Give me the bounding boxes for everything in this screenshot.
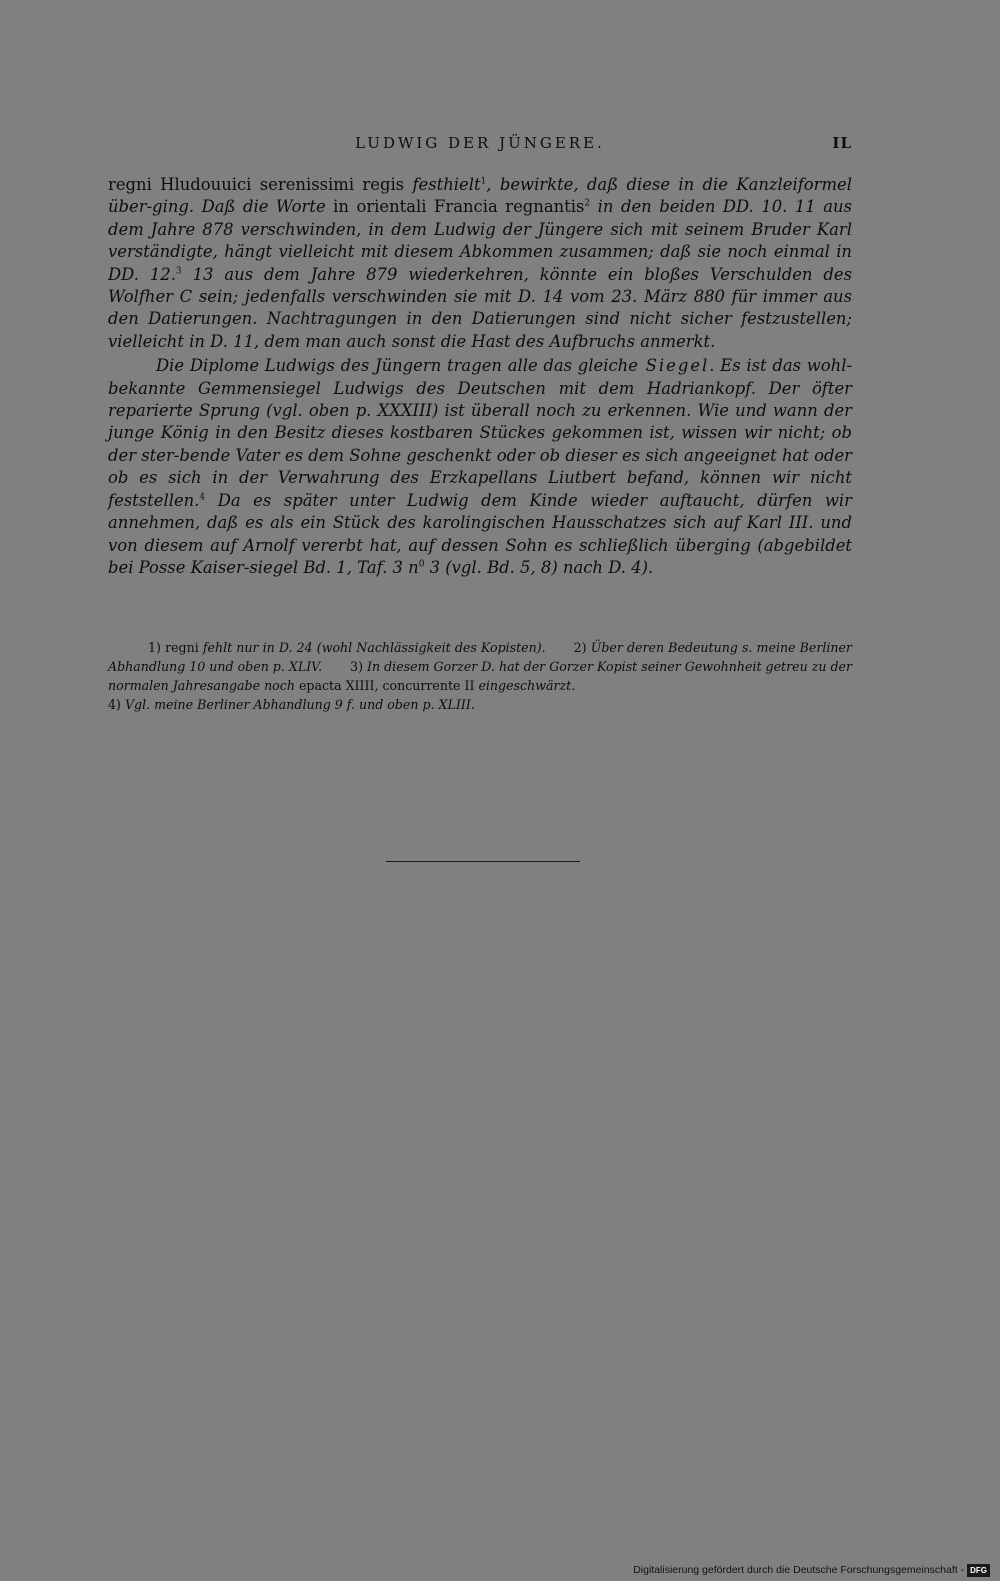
funding-credit — [633, 1562, 990, 1578]
spaced-term: Siegel — [637, 356, 710, 376]
paragraph-2 — [108, 355, 852, 579]
paragraph-1 — [108, 174, 852, 353]
latin-quote: regni — [165, 640, 199, 655]
latin-quote: in orientali Francia regnantis — [325, 197, 585, 217]
text-span: Die Diplome Ludwigs des Jüngern tragen alle das gleiche — [156, 356, 638, 376]
body-text — [108, 174, 852, 579]
footnote-number: 4) — [108, 697, 121, 712]
footnote-block — [108, 638, 852, 695]
footnote-number: 2) — [573, 640, 587, 655]
latin-quote: epacta XIIII, concurrente II — [294, 678, 475, 693]
dfg-logo: DFG — [967, 1564, 990, 1577]
footnote-ref[interactable]: 4 — [199, 492, 206, 503]
credit-text: Digitalisierung gefördert durch die Deutsche Forschungsgemeinschaft - — [633, 1564, 965, 1576]
latin-quote: regni Hludouuici serenissimi regis — [108, 175, 405, 194]
footnote-text: fehlt nur in D. 24 (wohl Nachlässigkeit des Kopisten). — [198, 640, 546, 655]
superscript: 0 — [418, 559, 425, 570]
footnote-number: 1) — [148, 640, 161, 655]
text-span: festhielt — [404, 175, 481, 194]
footnote-text: Vgl. meine Berliner Abhandlung 9 f. und oben p. XLIII. — [120, 697, 475, 712]
page-number: IL — [832, 134, 852, 152]
running-title: LUDWIG DER JÜNGERE. — [355, 134, 605, 152]
footnote-ref[interactable]: 3 — [175, 266, 182, 277]
footnote-text: eingeschwärzt. — [474, 678, 576, 693]
footnote-text: In diesem Gorzer D. hat der Gorzer Kopist seiner Gewohnheit getreu zu der normalen Jahresangabe noch — [108, 659, 852, 693]
text-span: , bewirkte, daß diese in die Kanzleiformel über-ging. Daß die Worte — [108, 175, 852, 217]
footnote-block — [108, 695, 852, 714]
running-head — [108, 134, 852, 156]
footnote-ref[interactable]: 1 — [480, 176, 487, 187]
text-span: Da es später unter Ludwig dem Kinde wieder auftaucht, dürfen wir annehmen, daß es als ein Stück des karolingischen Hausschatzes sich auf Karl III. und von diesem auf Arnolf vererbt hat, auf dessen Sohn es schließlich überging (abgebildet bei Posse Kaiser-siegel Bd. 1, Taf. 3 n — [108, 490, 852, 577]
footnotes — [108, 638, 852, 714]
footnote-number: 3) — [350, 659, 364, 674]
end-rule — [386, 861, 580, 862]
text-span: 3 (vgl. Bd. 5, 8) nach D. 4). — [424, 557, 654, 577]
footnote-ref[interactable]: 2 — [584, 198, 591, 209]
text-span: 13 aus dem Jahre 879 wiederkehren, könnte ein bloßes Verschulden des Wolfher C sein; jedenfalls verschwinden sie mit D. 14 vom 23. März 880 für immer aus den Datierungen. Nachtragungen in den Datierungen sind nicht sicher festzustellen; vielleicht in D. 11, dem man auch sonst die Hast des Aufbruchs anmerkt. — [108, 264, 853, 351]
text-span: . Es ist das wohl-bekannte Gemmensiegel Ludwigs des Deutschen mit dem Hadriankopf. Der öfter reparierte Sprung (vgl. oben p. XXXIII) ist überall noch zu erkennen. Wie und wann der junge König in den Besitz dieses kostbaren Stückes gekommen ist, wissen wir nicht; ob der ster-bende Vater es dem Sohne geschenkt oder ob dieser es sich angeeignet hat oder ob es sich in der Verwahrung des Erzkapellans Liutbert befand, können wir nicht feststellen. — [108, 356, 852, 510]
footnote-text: Über deren Bedeutung s. meine Berliner Abhandlung 10 und oben p. XLIV. — [108, 640, 853, 674]
text-span: in den beiden DD. 10. 11 aus dem Jahre 878 verschwinden, in dem Ludwig der Jüngere sich mit seinem Bruder Karl verständigte, hängt vielleicht mit diesem Abkommen zusammen; daß sie noch einmal in DD. 12. — [108, 197, 852, 284]
